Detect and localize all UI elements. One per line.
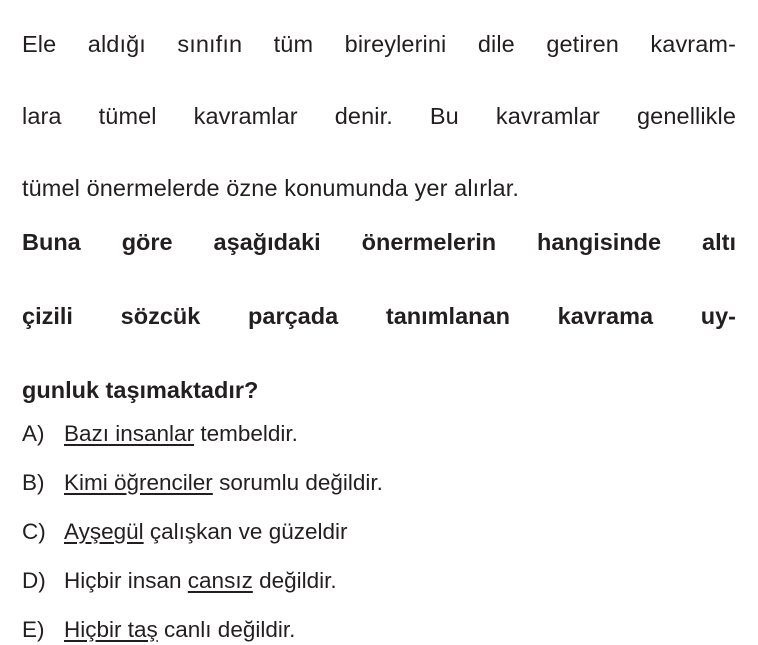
option-b[interactable] bbox=[22, 468, 736, 498]
option-letter: A) bbox=[22, 421, 45, 446]
option-e[interactable] bbox=[22, 615, 736, 645]
option-text bbox=[64, 468, 736, 498]
question-prompt bbox=[22, 224, 736, 409]
option-rest: değildir. bbox=[252, 568, 337, 593]
option-a[interactable] bbox=[22, 419, 736, 449]
prompt-line: gunluk taşımaktadır? bbox=[22, 377, 259, 403]
passage-line: Ele aldığı sınıfın tüm bireylerini dile getiren kavram- bbox=[22, 31, 736, 57]
answer-options bbox=[22, 419, 736, 645]
passage-text bbox=[22, 26, 736, 206]
passage-line: tümel önermelerde özne konumunda yer alırlar. bbox=[22, 175, 519, 201]
passage-line: lara tümel kavramlar denir. Bu kavramlar genellikle bbox=[22, 103, 736, 129]
option-text bbox=[64, 419, 736, 449]
option-letter: E) bbox=[22, 617, 45, 642]
option-d[interactable] bbox=[22, 566, 736, 596]
prompt-line: çizili sözcük parçada tanımlanan kavrama uy- bbox=[22, 303, 736, 329]
option-rest: canlı değildir. bbox=[157, 617, 296, 642]
option-c[interactable] bbox=[22, 517, 736, 547]
option-prefix: Hiçbir insan bbox=[64, 568, 188, 593]
option-text bbox=[64, 615, 736, 645]
option-underlined-phrase: Bazı insanlar bbox=[64, 421, 195, 446]
option-rest: sorumlu değildir. bbox=[212, 470, 383, 495]
prompt-line: Buna göre aşağıdaki önermelerin hangisinde altı bbox=[22, 229, 736, 255]
option-underlined-phrase: Kimi öğrenciler bbox=[64, 470, 213, 495]
option-underlined-phrase: cansız bbox=[187, 568, 253, 593]
option-underlined-phrase: Hiçbir taş bbox=[64, 617, 158, 642]
option-letter: C) bbox=[22, 519, 46, 544]
option-letter: D) bbox=[22, 568, 46, 593]
option-underlined-phrase: Ayşegül bbox=[64, 519, 144, 544]
option-text bbox=[64, 517, 736, 547]
option-rest: tembeldir. bbox=[194, 421, 298, 446]
option-letter: B) bbox=[22, 470, 45, 495]
option-rest: çalışkan ve güzeldir bbox=[143, 519, 348, 544]
option-text bbox=[64, 566, 736, 596]
